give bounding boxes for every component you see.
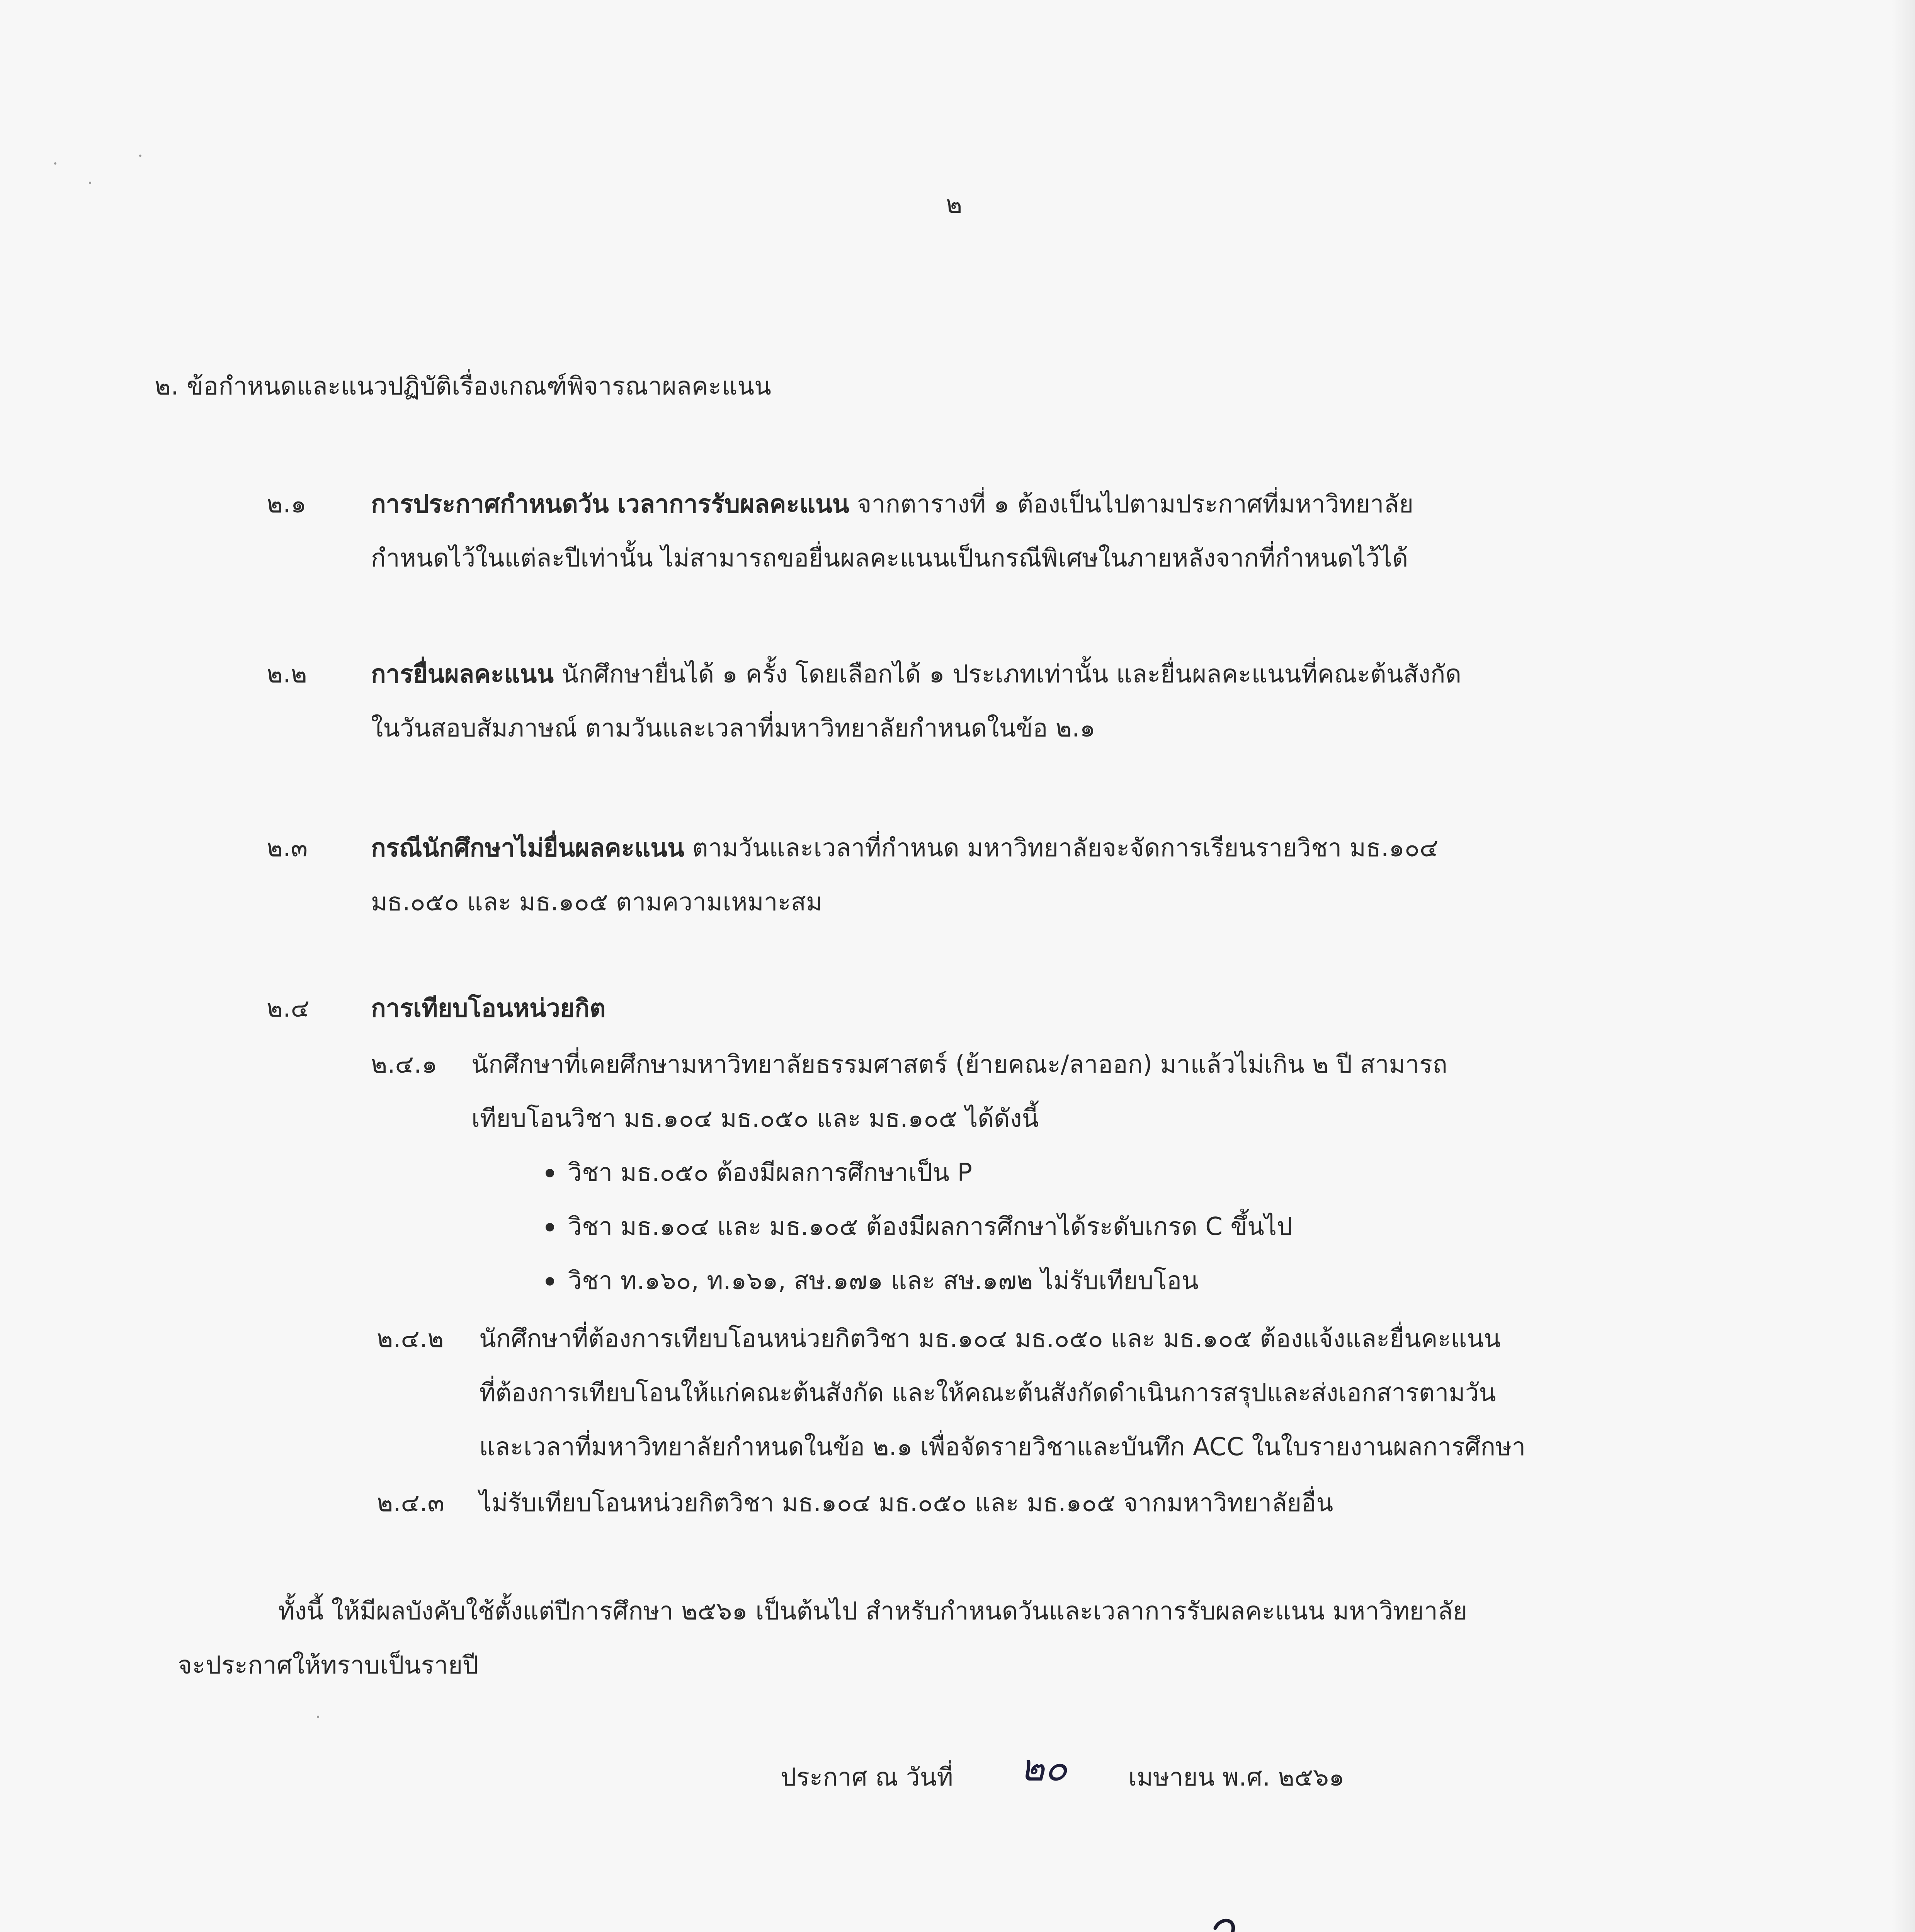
item-number: ๒.๑ <box>267 490 307 519</box>
announcement-month-year: เมษายน พ.ศ. ๒๕๖๑ <box>1128 1763 1345 1792</box>
item-text: นักศึกษายื่นได้ ๑ ครั้ง โดยเลือกได้ ๑ ประเภทเท่านั้น และยื่นผลคะแนนที่คณะต้นสังกัด <box>561 660 1462 689</box>
bullet-text: วิชา ท.๑๖๐, ท.๑๖๑, สษ.๑๗๑ และ สษ.๑๗๒ ไม่รับเทียบโอน <box>568 1267 1199 1295</box>
item-title: การประกาศกำหนดวัน เวลาการรับผลคะแนน <box>371 490 849 519</box>
scan-speck <box>89 182 91 184</box>
announcement-prefix: ประกาศ ณ วันที่ <box>781 1763 953 1792</box>
page-number: ๒ <box>946 190 963 219</box>
scan-speck <box>139 155 141 157</box>
bullet-text: วิชา มธ.๐๕๐ ต้องมีผลการศึกษาเป็น P <box>568 1158 973 1187</box>
scan-speck <box>54 162 56 165</box>
item-number: ๒.๓ <box>267 834 308 862</box>
item-number: ๒.๒ <box>267 660 307 689</box>
subitem-number: ๒.๔.๒ <box>377 1325 444 1353</box>
scan-speck <box>317 1716 319 1718</box>
closing-line-1: ทั้งนี้ ให้มีผลบังคับใช้ตั้งแต่ปีการศึกษา ๒๕๖๑ เป็นต้นไป สำหรับกำหนดวันและเวลาการรับผลคะแนน มหาวิทยาลัย <box>278 1597 1468 1626</box>
bullet-dot <box>546 1277 554 1286</box>
item-line-1 <box>371 659 1461 690</box>
item-text: ตามวันและเวลาที่กำหนด มหาวิทยาลัยจะจัดการเรียนรายวิชา มธ.๑๐๔ <box>692 834 1439 862</box>
item-line-1 <box>371 833 1438 864</box>
bullet-text: วิชา มธ.๑๐๔ และ มธ.๑๐๕ ต้องมีผลการศึกษาได้ระดับเกรด C ขึ้นไป <box>568 1213 1293 1241</box>
handwritten-signature <box>989 1905 1260 1932</box>
subitem-number: ๒.๔.๓ <box>377 1489 445 1517</box>
item-line-2: ในวันสอบสัมภาษณ์ ตามวันและเวลาที่มหาวิทยาลัยกำหนดในข้อ ๒.๑ <box>371 714 1095 743</box>
bullet-dot <box>546 1223 554 1231</box>
item-text: จากตารางที่ ๑ ต้องเป็นไปตามประกาศที่มหาวิทยาลัย <box>857 490 1414 519</box>
subitem-line-1: ไม่รับเทียบโอนหน่วยกิตวิชา มธ.๑๐๔ มธ.๐๕๐ และ มธ.๑๐๕ จากมหาวิทยาลัยอื่น <box>479 1489 1333 1517</box>
subitem-line-1: นักศึกษาที่ต้องการเทียบโอนหน่วยกิตวิชา มธ.๑๐๔ มธ.๐๕๐ และ มธ.๑๐๕ ต้องแจ้งและยื่นคะแนน <box>479 1325 1501 1353</box>
bullet-dot <box>546 1169 554 1177</box>
announcement-day-handwritten: ๒๐ <box>1020 1746 1067 1789</box>
item-line-2: มธ.๐๕๐ และ มธ.๑๐๕ ตามความเหมาะสม <box>371 888 823 917</box>
subitem-line-3: และเวลาที่มหาวิทยาลัยกำหนดในข้อ ๒.๑ เพื่อจัดรายวิชาและบันทึก ACC ในใบรายงานผลการศึกษา <box>479 1433 1526 1461</box>
item-title: การยื่นผลคะแนน <box>371 660 554 689</box>
section-heading: ๒. ข้อกำหนดและแนวปฏิบัติเรื่องเกณฑ์พิจารณาผลคะแนน <box>155 372 771 401</box>
item-title: กรณีนักศึกษาไม่ยื่นผลคะแนน <box>371 834 684 862</box>
closing-line-2: จะประกาศให้ทราบเป็นรายปี <box>178 1651 478 1680</box>
item-number: ๒.๔ <box>267 994 310 1023</box>
item-title: การเทียบโอนหน่วยกิต <box>371 994 606 1023</box>
subitem-line-2: ที่ต้องการเทียบโอนให้แก่คณะต้นสังกัด และให้คณะต้นสังกัดดำเนินการสรุปและส่งเอกสารตามวัน <box>479 1379 1496 1407</box>
subitem-line-2: เทียบโอนวิชา มธ.๑๐๔ มธ.๐๕๐ และ มธ.๑๐๕ ได้ดังนี้ <box>471 1104 1039 1133</box>
scan-edge-shadow <box>1892 0 1915 1932</box>
subitem-number: ๒.๔.๑ <box>371 1050 437 1079</box>
subitem-line-1: นักศึกษาที่เคยศึกษามหาวิทยาลัยธรรมศาสตร์ (ย้ายคณะ/ลาออก) มาแล้วไม่เกิน ๒ ปี สามารถ <box>471 1050 1447 1079</box>
item-line-1 <box>371 489 1413 520</box>
item-line-2: กำหนดไว้ในแต่ละปีเท่านั้น ไม่สามารถขอยื่นผลคะแนนเป็นกรณีพิเศษในภายหลังจากที่กำหนดไว้ได้ <box>371 544 1408 573</box>
